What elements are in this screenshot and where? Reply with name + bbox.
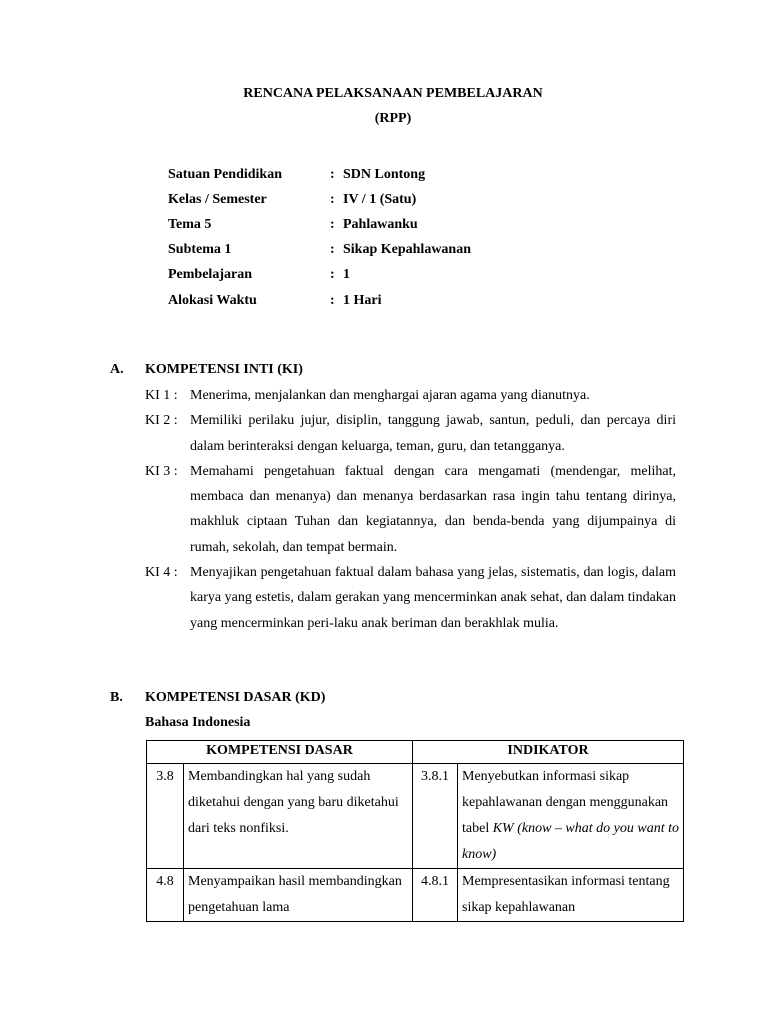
indicator-number: 4.8.1 <box>413 869 458 922</box>
table-row <box>147 764 684 869</box>
table-header-kd: KOMPETENSI DASAR <box>147 741 413 764</box>
indicator-text: Mempresentasikan informasi tentang sikap kepahlawanan <box>462 874 670 915</box>
identity-colon: : <box>330 242 335 258</box>
kd-number: 3.8 <box>147 764 184 869</box>
ki-code: KI 3 : <box>145 463 178 479</box>
identity-value: 1 Hari <box>343 292 382 308</box>
subject-heading: Bahasa Indonesia <box>145 715 251 730</box>
ki-text: Menyajikan pengetahuan faktual dalam bahasa yang jelas, sistematis, dan logis, dalam karya yang estetis, dalam gerakan yang mencerminkan anak sehat, dan dalam tindakan yang mencerminkan peri-laku anak beriman dan berakhlak mulia. <box>190 565 676 631</box>
identity-label: Subtema 1 <box>168 242 232 258</box>
ki-code: KI 2 : <box>145 413 178 429</box>
section-title: KOMPETENSI INTI (KI) <box>145 362 303 377</box>
ki-text: Menerima, menjalankan dan menghargai ajaran agama yang dianutnya. <box>190 388 590 403</box>
identity-label: Pembelajaran <box>168 267 252 283</box>
section-letter: B. <box>110 690 123 705</box>
ki-item <box>145 459 676 560</box>
identity-colon: : <box>330 166 335 182</box>
identity-label: Alokasi Waktu <box>168 292 257 308</box>
indicator-description <box>458 869 684 922</box>
ki-item <box>145 383 676 408</box>
ki-text: Memiliki perilaku jujur, disiplin, tanggung jawab, santun, peduli, dan percaya diri dalam berinteraksi dengan keluarga, teman, guru, dan tetangganya. <box>190 413 676 454</box>
ki-code: KI 4 : <box>145 565 178 581</box>
indicator-italic-text: KW (know – what do you want to know) <box>462 821 679 862</box>
identity-label: Satuan Pendidikan <box>168 166 282 182</box>
section-title: KOMPETENSI DASAR (KD) <box>145 690 326 705</box>
identity-value: Sikap Kepahlawanan <box>343 242 471 258</box>
ki-item <box>145 408 676 459</box>
identity-row <box>168 162 471 187</box>
identity-row <box>168 187 471 212</box>
ki-text: Memahami pengetahuan faktual dengan cara mengamati (mendengar, melihat, membaca dan menanya) dan menanya berdasarkan rasa ingin tahu tentang dirinya, makhluk ciptaan Tuhan dan kegiatannya, dan benda-benda yang dijumpainya di rumah, sekolah, dan tempat bermain. <box>190 463 676 555</box>
indicator-text: Menyebutkan informasi sikap kepahlawanan dengan menggunakan tabel <box>462 769 669 836</box>
identity-value: 1 <box>343 267 350 283</box>
document-title: RENCANA PELAKSANAAN PEMBELAJARAN <box>243 86 543 101</box>
table-header-row <box>147 741 684 764</box>
section-letter: A. <box>110 362 124 377</box>
table-header-indikator: INDIKATOR <box>413 741 684 764</box>
identity-colon: : <box>330 292 335 308</box>
identity-label: Tema 5 <box>168 216 212 232</box>
ki-list <box>145 383 676 636</box>
ki-item <box>145 560 676 636</box>
kd-description: Membandingkan hal yang sudah diketahui dengan yang baru diketahui dari teks nonfiksi. <box>184 764 413 869</box>
identity-row <box>168 212 471 237</box>
kd-table <box>146 740 684 922</box>
identity-colon: : <box>330 191 335 207</box>
table-row <box>147 869 684 922</box>
identity-row <box>168 288 471 313</box>
identity-row <box>168 238 471 263</box>
identity-value: IV / 1 (Satu) <box>343 191 417 207</box>
kd-description: Menyampaikan hasil membandingkan pengetahuan lama <box>184 869 413 922</box>
identity-block <box>168 162 471 313</box>
identity-value: SDN Lontong <box>343 166 426 182</box>
identity-value: Pahlawanku <box>343 216 418 232</box>
ki-code: KI 1 : <box>145 388 178 403</box>
identity-colon: : <box>330 267 335 283</box>
document-subtitle: (RPP) <box>374 111 412 126</box>
identity-row <box>168 263 471 288</box>
identity-colon: : <box>330 216 335 232</box>
identity-label: Kelas / Semester <box>168 191 267 207</box>
indicator-description <box>458 764 684 869</box>
kd-number: 4.8 <box>147 869 184 922</box>
indicator-number: 3.8.1 <box>413 764 458 869</box>
